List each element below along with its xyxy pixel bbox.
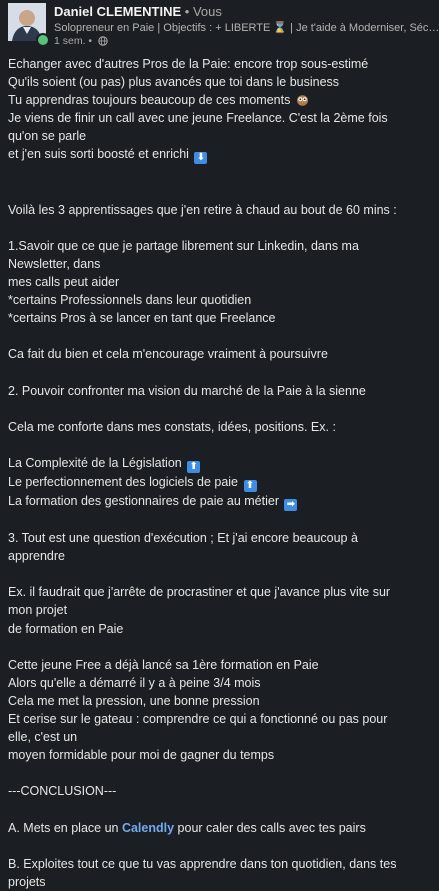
right-arrow-emoji-icon: ➡ (284, 499, 297, 511)
online-status-icon (36, 33, 50, 47)
post-line: Qu'ils soient (ou pas) plus avancés que toi dans le business (8, 75, 340, 90)
post-body (8, 55, 410, 891)
post-line: moyen formidable pour moi de gagner du temps (8, 748, 275, 763)
post-line: *certains Pros à se lancer en tant que Freelance (8, 311, 276, 326)
post-line: Ex. il faudrait que j'arrête de procrastiner et que j'avance plus vite sur mon projet (8, 585, 391, 618)
post-line: B. Exploites tout ce que tu vas apprendre dans ton quotidien, dans tes projets (8, 856, 397, 889)
post-line (8, 819, 410, 837)
post-line-text: pour caler des calls avec tes pairs (174, 820, 366, 835)
down-arrow-emoji-icon: ⬇ (194, 152, 207, 164)
post-line: ---CONCLUSION--- (8, 784, 117, 799)
post-line: *certains Professionnels dans leur quotidien (8, 293, 252, 308)
post-line: Ca fait du bien et cela m'encourage vraiment à poursuivre (8, 347, 328, 362)
calendly-link[interactable]: Calendly (121, 820, 175, 835)
post-line: de formation en Paie (8, 621, 124, 636)
post-line: Et cerise sur le gateau : comprendre ce qui a fonctionné ou pas pour elle, c'est un (8, 712, 388, 745)
author-relation: Vous (192, 4, 222, 19)
post-line: mes calls peut aider (8, 275, 120, 290)
post-line-text: et j'en suis sorti boosté et enrichi (8, 147, 189, 162)
post-line-text: A. Mets en place un (8, 820, 122, 835)
post-line: Echanger avec d'autres Pros de la Paie: encore trop sous-estimé (8, 57, 369, 71)
up-arrow-emoji-icon: ⬆ (187, 461, 200, 473)
post-line: Cette jeune Free a déjà lancé sa 1ère formation en Paie (8, 657, 319, 672)
post-line: 3. Tout est une question d'exécution ; Et j'ai encore beaucoup à apprendre (8, 531, 358, 564)
author-name[interactable]: Daniel CLEMENTINE (54, 4, 182, 19)
post-line-text: La Complexité de la Législation (8, 455, 182, 470)
post-meta (54, 35, 108, 48)
author-headline: Solopreneur en Paie | Objectifs : + LIBERTE ⌛ | Je t'aide à Moderniser, Séc… (54, 22, 439, 34)
post-line: Cela me conforte dans mes constats, idées, positions. Ex. : (8, 419, 336, 434)
post-line-text: Tu apprendras toujours beaucoup de ces moments (8, 93, 291, 108)
post-timestamp: 1 sem. • (54, 35, 93, 47)
post-line (8, 145, 410, 164)
post-line (8, 473, 410, 492)
post-line-text: Le perfectionnement des logiciels de paie (8, 474, 239, 489)
post-line: 1.Savoir que ce que je partage librement sur Linkedin, dans ma Newsletter, dans (8, 238, 359, 271)
post-line (8, 91, 410, 109)
post-header (8, 3, 439, 47)
post-line: Voilà les 3 apprentissages que j'en retire à chaud au bout de 60 mins : (8, 202, 397, 217)
owl-emoji-icon (296, 94, 309, 106)
post-line: Cela me met la pression, une bonne pression (8, 693, 260, 708)
post-line (8, 454, 410, 473)
post-line: Alors qu'elle a démarré il y a à peine 3/4 mois (8, 675, 261, 690)
post-line-text: La formation des gestionnaires de paie au métier (8, 493, 279, 508)
post-line: Je viens de finir un call avec une jeune Freelance. C'est la 2ème fois qu'on se parle (8, 111, 388, 144)
name-separator: • (184, 4, 190, 19)
post-line (8, 492, 410, 511)
post-line: 2. Pouvoir confronter ma vision du marché de la Paie à la sienne (8, 383, 366, 398)
globe-icon (98, 36, 108, 46)
up-arrow-emoji-icon: ⬆ (244, 480, 257, 492)
author-name-line (54, 4, 222, 20)
